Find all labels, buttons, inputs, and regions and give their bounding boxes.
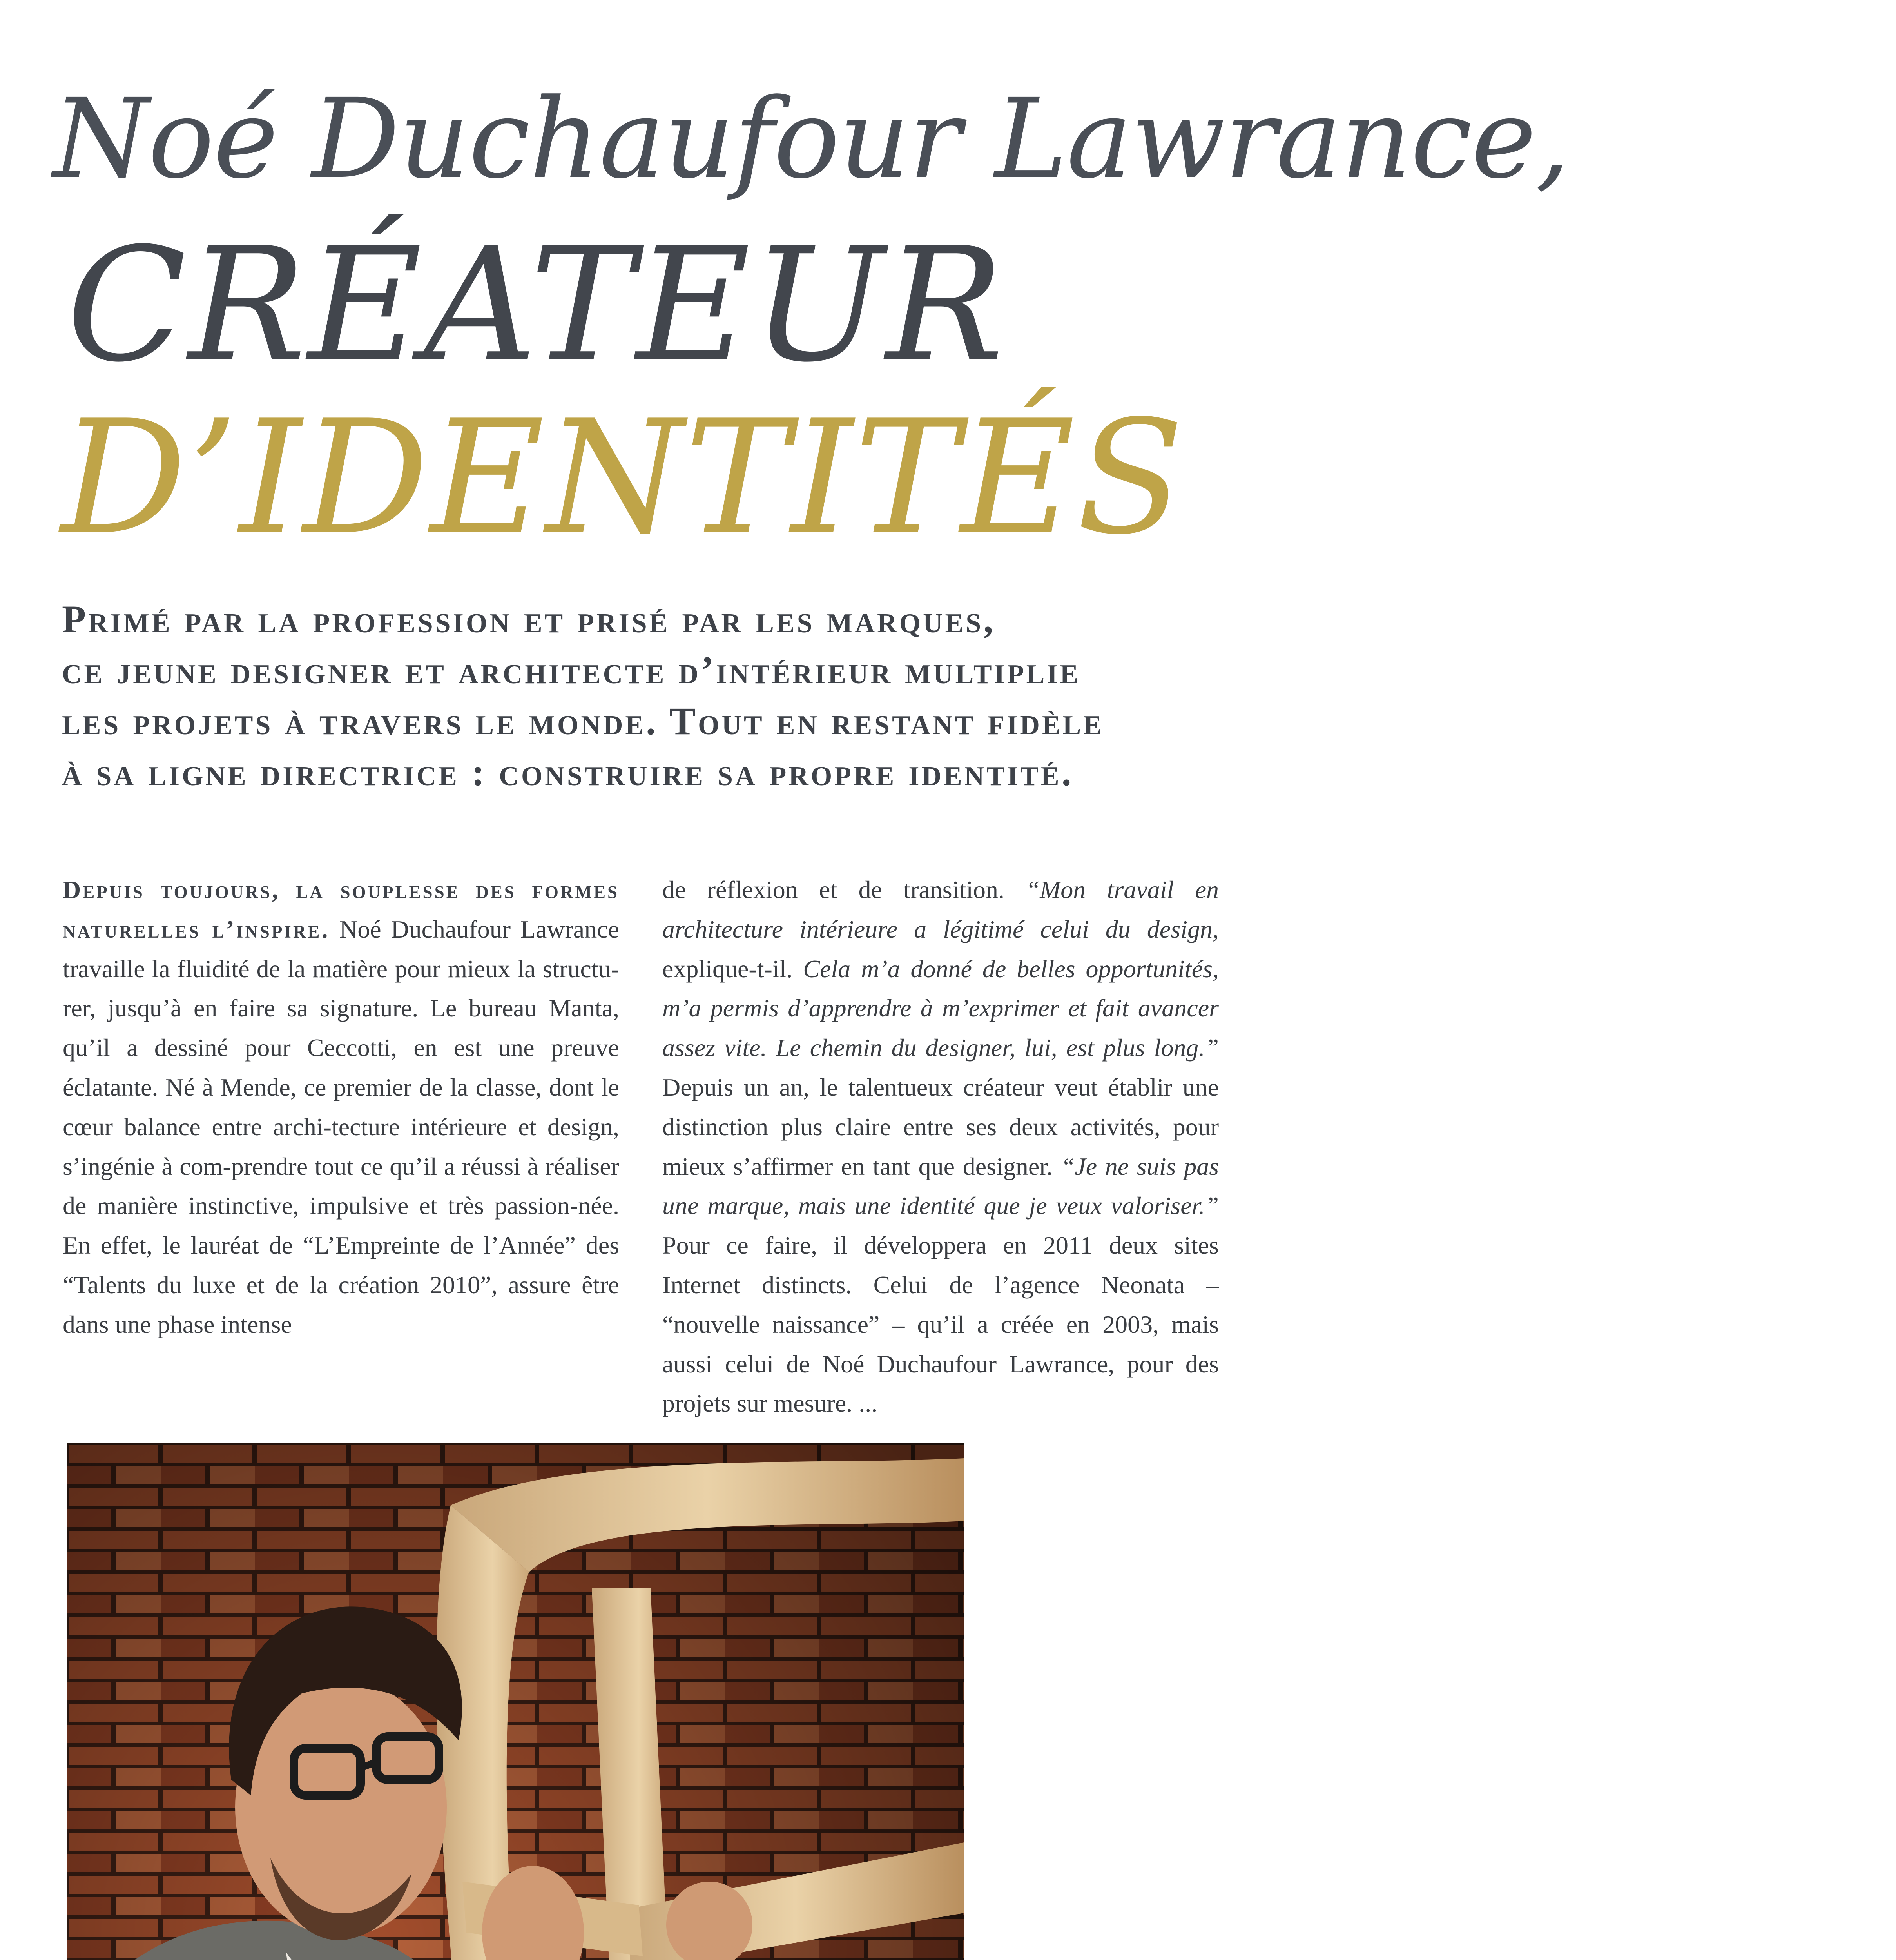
headline-createur: CRÉATEUR bbox=[67, 214, 1006, 397]
lede-line: Primé par la profession et prisé par les marques, bbox=[62, 597, 996, 641]
headline-name: Noé Duchaufour Lawrance, bbox=[53, 75, 1570, 203]
article-leadin: Depuis toujours, la souplesse des formes naturelles l’inspire. bbox=[63, 876, 619, 943]
article-quote: Cela m’a donné de belles opportunités, m’a permis d’apprendre à m’exprimer et fait avancer assez vite. Le chemin du designer, lui, est plus long.” bbox=[662, 955, 1219, 1062]
article-quote: “Je ne suis pas une marque, mais une identité que je veux valoriser.” bbox=[662, 1152, 1219, 1220]
article-paragraph-1: Noé Duchaufour Lawrance travaille la fluidité de la matière pour mieux la structu-rer, jusqu’à en faire sa signature. Le bureau Manta, qu’il a dessiné pour Ceccotti, en est une preuve éclatante. Né à Mende, ce premier de la classe, dont le cœur balance entre archi-tecture intérieure et design, s’ingénie à com-prendre tout ce qu’il a réussi à réaliser de manière instinctive, impulsive et très passion-née. En effet, le lauréat de “L’Empreinte de l’Année” des “Talents du luxe et de la création 2010”, assure être dans une phase intense bbox=[63, 915, 620, 1338]
article-quote: “Mon travail en architecture intérieure a légitimé celui du design, bbox=[662, 876, 1219, 943]
headline-identites: D’IDENTITÉS bbox=[61, 387, 1186, 569]
article-text: de réflexion et de transition. bbox=[662, 876, 1005, 904]
article-text: Pour ce faire, il développera en 2011 deux sites Internet distincts. Celui de l’agence Neonata – “nouvelle naissance” – qu’il a créée en 2003, mais aussi celui de Noé Duchaufour Lawrance, pour des projets sur mesure. ... bbox=[662, 1231, 1219, 1417]
designer-photo bbox=[67, 1443, 964, 1960]
article-text: explique-t-il. bbox=[662, 955, 793, 983]
lede-line: à sa ligne directrice : construire sa propre identité. bbox=[62, 750, 1074, 794]
article-column-left bbox=[63, 870, 619, 1345]
article-column-right bbox=[662, 870, 1219, 1423]
lede-paragraph bbox=[62, 594, 1218, 798]
lede-line: les projets à travers le monde. Tout en restant fidèle bbox=[62, 699, 1104, 743]
article-text: Depuis un an, le talentueux créateur veut établir une distinction plus claire entre ses deux activités, pour mieux s’affirmer en tant que designer. bbox=[662, 1073, 1219, 1180]
lede-line: ce jeune designer et architecte d’intérieur multiplie bbox=[62, 648, 1081, 692]
